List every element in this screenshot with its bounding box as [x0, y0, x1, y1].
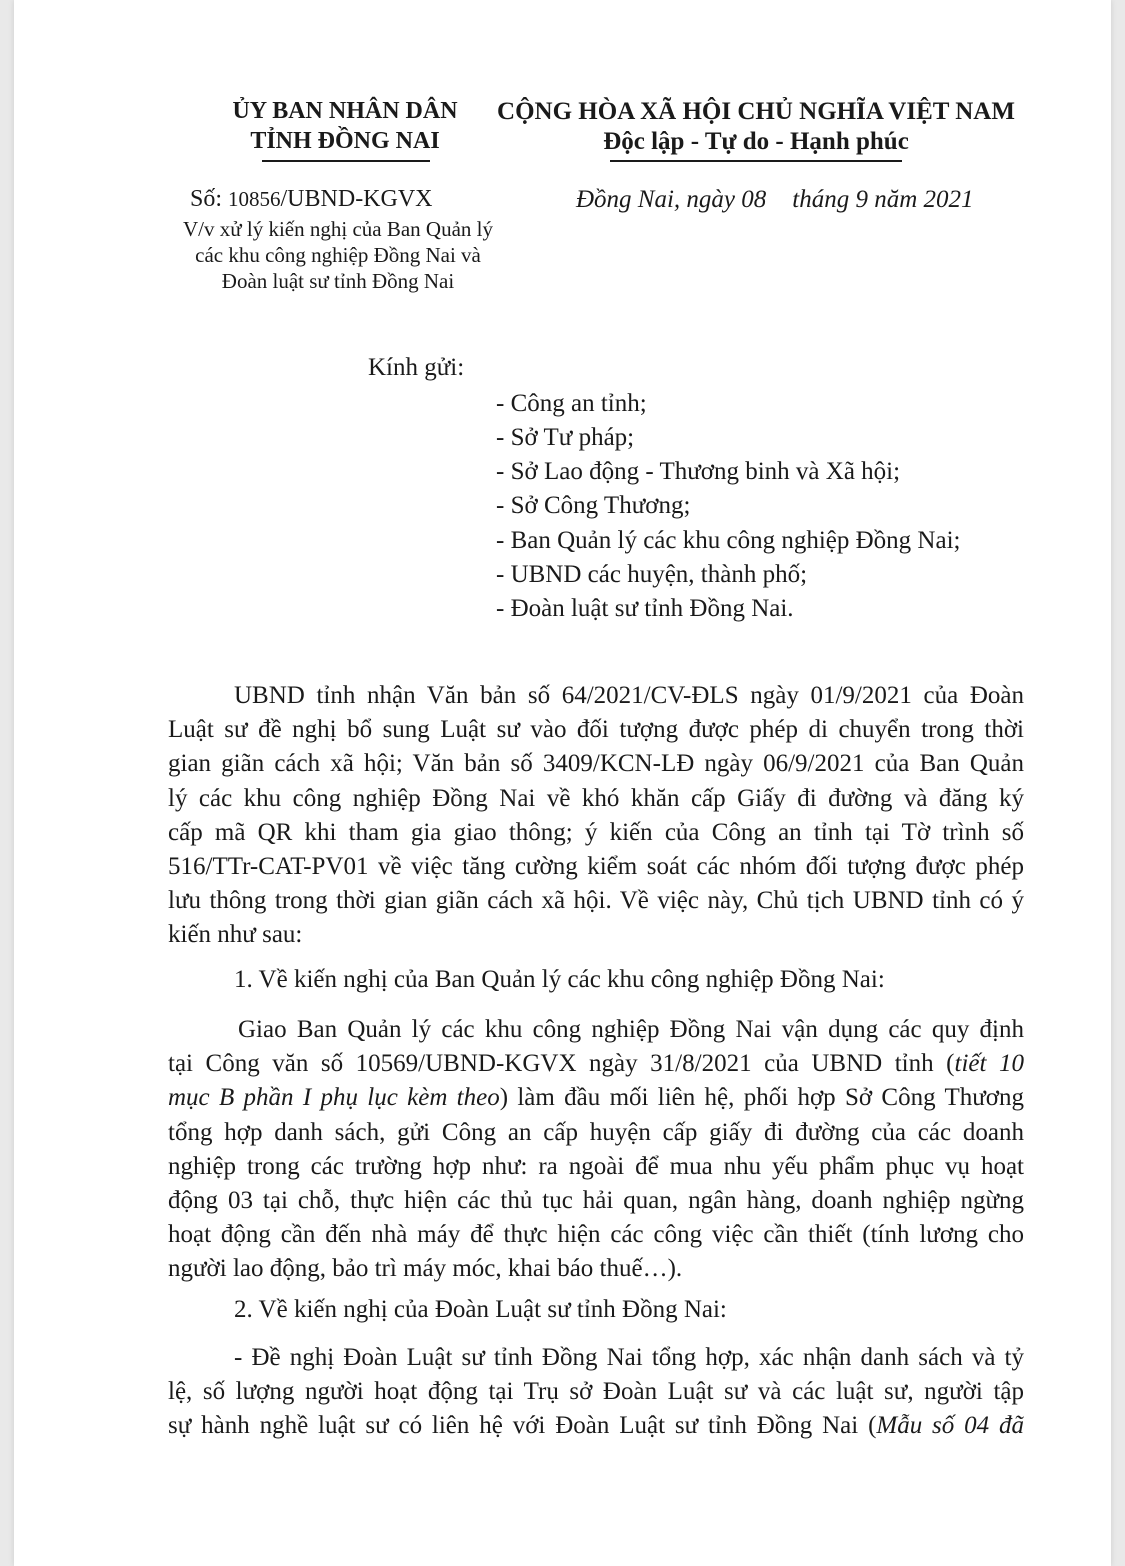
paragraph-line: động 03 tại chỗ, thực hiện các thủ tục hải quan, ngân hàng, doanh nghiệp ngừng [168, 1186, 1024, 1214]
paragraph-line: kiến như sau: [168, 921, 303, 949]
paragraph-line: người lao động, bảo trì máy móc, khai báo thuế…). [168, 1255, 683, 1283]
issue-date [576, 186, 974, 214]
subject-line: Đoàn luật sư tỉnh Đồng Nai [221, 269, 455, 293]
paragraph-line: cấp mã QR khi tham gia giao thông; ý kiến của Công an tỉnh tại Tờ trình số [168, 818, 1024, 846]
paragraph-line: lý các khu công nghiệp Đồng Nai về khó khăn cấp Giấy đi đường và đăng ký [168, 784, 1024, 812]
body-paragraph-2 [168, 1013, 1024, 1287]
subject-line: các khu công nghiệp Đồng Nai và [195, 243, 481, 267]
recipient-item: - Đoàn luật sư tỉnh Đồng Nai. [496, 595, 794, 622]
text-run: sự hành nghề luật sư có liên hệ với Đoàn Luật sư tỉnh Đồng Nai ( [168, 1412, 877, 1440]
recipient-item: - Sở Lao động - Thương binh và Xã hội; [496, 458, 901, 485]
paragraph-line: Giao Ban Quản lý các khu công nghiệp Đồng Nai vận dụng các quy định [238, 1016, 1024, 1043]
document-number [190, 186, 433, 213]
section-heading-1: 1. Về kiến nghị của Ban Quản lý các khu công nghiệp Đồng Nai: [234, 966, 885, 993]
paragraph-line [168, 1047, 1024, 1081]
recipient-item: - Sở Công Thương; [496, 492, 691, 519]
section-heading-2: 2. Về kiến nghị của Đoàn Luật sư tỉnh Đồng Nai: [234, 1296, 727, 1323]
paragraph-line: nghiệp trong các trường hợp như: ra ngoài để mua nhu yếu phẩm phục vụ hoạt [168, 1152, 1024, 1180]
national-title: CỘNG HÒA XÃ HỘI CHỦ NGHĨA VIỆT NAM [497, 98, 1015, 125]
issuer-province: TỈNH ĐỒNG NAI [250, 128, 440, 154]
date-part: tháng 9 năm 2021 [792, 186, 974, 213]
recipient-item: - Công an tỉnh; [496, 390, 647, 417]
number-prefix: Số: [190, 186, 229, 212]
recipient-item: - UBND các huyện, thành phố; [496, 561, 808, 588]
issuer-underline [262, 160, 430, 162]
paragraph-line: hoạt động cần đến nhà máy để thực hiện các công việc cần thiết (tính lương cho [168, 1221, 1024, 1249]
text-run: ) làm đầu mối liên hệ, phối hợp Sở Công Thương [499, 1084, 1024, 1112]
document-page [14, 0, 1111, 1566]
motto-underline [610, 160, 902, 162]
paragraph-line: UBND tỉnh nhận Văn bản số 64/2021/CV-ĐLS ngày 01/9/2021 của Đoàn [234, 682, 1024, 709]
paragraph-line: tổng hợp danh sách, gửi Công an cấp huyện cấp giấy đi đường của các doanh [168, 1118, 1024, 1146]
paragraph-line: lệ, số lượng người hoạt động tại Trụ sở Đoàn Luật sư và các luật sư, người tập [168, 1378, 1024, 1406]
recipient-item: - Sở Tư pháp; [496, 424, 635, 451]
paragraph-line: Luật sư đề nghị bổ sung Luật sư vào đối tượng được phép di chuyển trong thời [168, 716, 1024, 744]
number-suffix: /UBND-KGVX [280, 186, 433, 212]
paragraph-line: lưu thông trong thời gian giãn cách xã hội. Về việc này, Chủ tịch UBND tỉnh có ý [168, 887, 1024, 915]
number-value: 10856 [228, 187, 281, 211]
paragraph-line [168, 1081, 1024, 1115]
paragraph-line: 516/TTr-CAT-PV01 về việc tăng cường kiểm soát các nhóm đối tượng được phép [168, 852, 1024, 880]
paragraph-line [168, 1409, 1024, 1443]
paragraph-line: - Đề nghị Đoàn Luật sư tỉnh Đồng Nai tổng hợp, xác nhận danh sách và tỷ [234, 1344, 1024, 1371]
text-run: tại Công văn số 10569/UBND-KGVX ngày 31/8/2021 của UBND tỉnh ( [168, 1050, 955, 1078]
body-paragraph-3 [168, 1341, 1024, 1444]
national-motto: Độc lập - Tự do - Hạnh phúc [603, 128, 909, 155]
italic-run: Mẫu số 04 đã [876, 1412, 1024, 1440]
body-paragraph-1 [168, 679, 1024, 953]
italic-run: mục B phần I phụ lục kèm theo [168, 1084, 500, 1112]
subject-block [158, 216, 518, 294]
issuer-name: ỦY BAN NHÂN DÂN [232, 98, 458, 124]
italic-run: tiết 10 [954, 1050, 1024, 1078]
paragraph-line: gian giãn cách xã hội; Văn bản số 3409/KCN-LĐ ngày 06/9/2021 của Ban Quản [168, 750, 1024, 778]
recipients-intro: Kính gửi: [368, 354, 465, 381]
date-part: Đồng Nai, ngày 08 [576, 186, 767, 213]
recipient-item: - Ban Quản lý các khu công nghiệp Đồng Nai; [496, 527, 961, 554]
subject-line: V/v xử lý kiến nghị của Ban Quản lý [183, 217, 493, 241]
